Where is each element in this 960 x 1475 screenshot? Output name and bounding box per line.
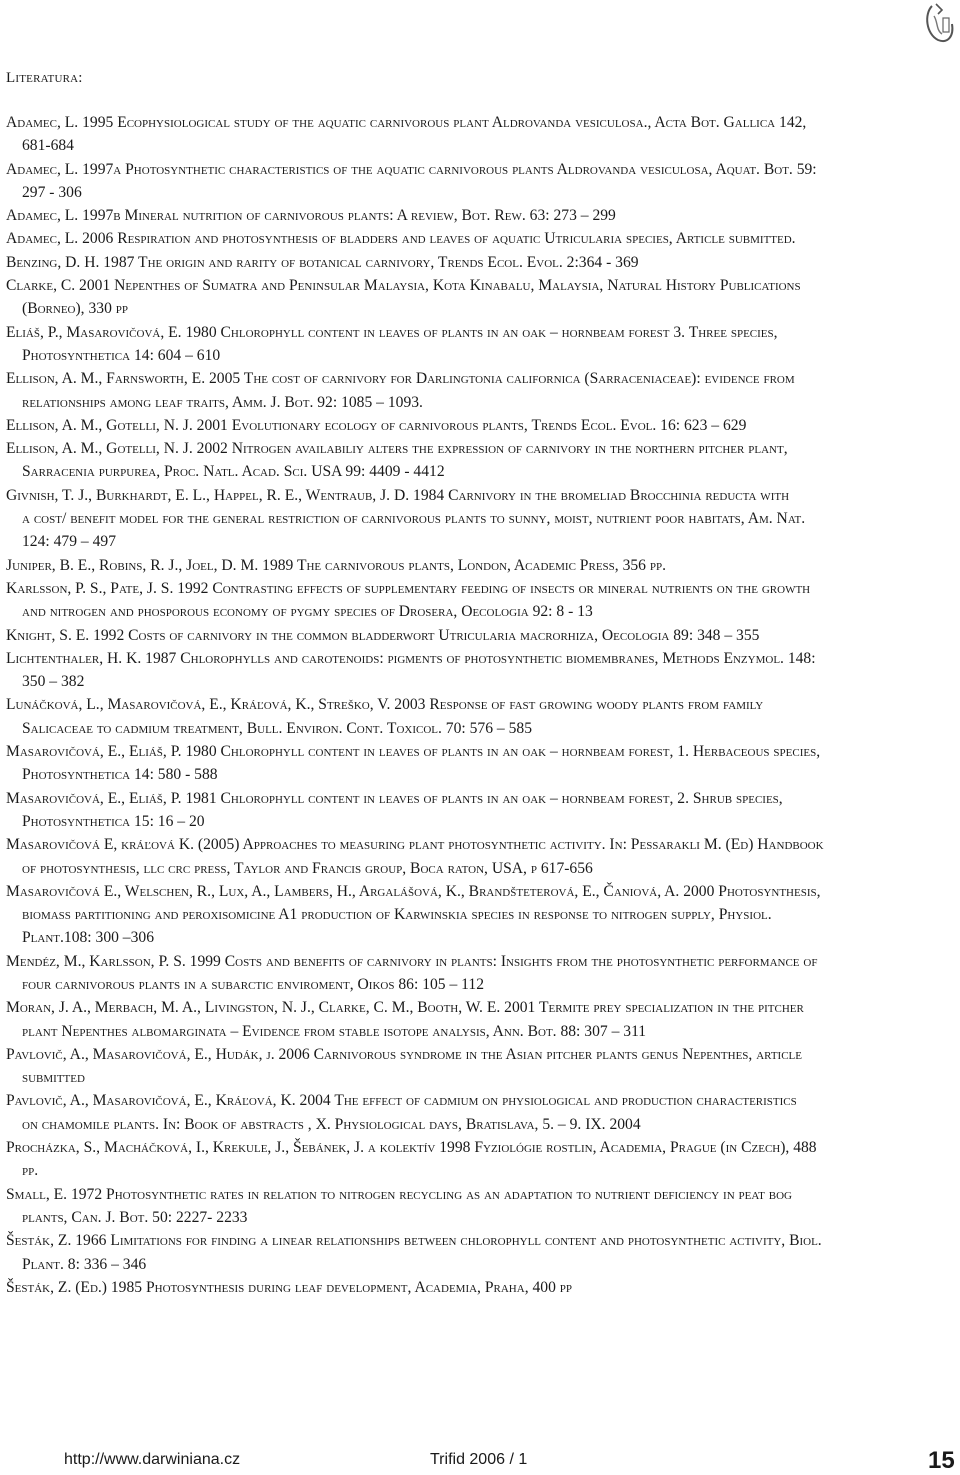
reference-continuation: Photosynthetica 15: 16 – 20: [22, 812, 205, 830]
reference-line: Lunáčková, L., Masarovičová, E., Kráľová, K., Streško, V. 2003 Response of fast growing woody plants from family: [6, 696, 764, 714]
reference-continuation: plants, Can. J. Bot. 50: 2227- 2233: [22, 1208, 248, 1226]
reference-continuation: submitted: [22, 1069, 85, 1087]
reference-line: Moran, J. A., Merbach, M. A., Livingston, N. J., Clarke, C. M., Booth, W. E. 2001 Termite prey specialization in the pitcher: [6, 999, 804, 1017]
reference-line: Adamec, L. 1997a Photosynthetic characteristics of the aquatic carnivorous plants Aldrovanda vesiculosa, Aquat. Bot. 59:: [6, 160, 817, 178]
reference-entry: [6, 693, 956, 740]
reference-line: Masarovičová E, kráľová K. (2005) Approaches to measuring plant photosynthetic activity. In: Pessarakli M. (Ed) Handbook: [6, 836, 824, 854]
reference-entry: [6, 251, 956, 274]
reference-line: Givnish, T. J., Burkhardt, E. L., Happel, R. E., Wentraub, J. D. 1984 Carnivory in the bromeliad Brocchinia reducta with: [6, 486, 790, 504]
reference-line: Ellison, A. M., Gotelli, N. J. 2002 Nitrogen availabiliy alters the expression of carnivory in the northern pitcher plant,: [6, 440, 788, 458]
reference-continuation: 124: 479 – 497: [22, 533, 116, 551]
reference-continuation: biomass partitioning and peroxisomicine A1 production of Karwinskia species in response to nitrogen supply, Physiol.: [22, 906, 772, 924]
reference-entry: [6, 1276, 956, 1299]
reference-entry: [6, 1136, 956, 1183]
reference-entry: [6, 880, 956, 950]
reference-line: Mendéz, M., Karlsson, P. S. 1999 Costs and benefits of carnivory in plants: Insights from the photosynthetic performance of: [6, 952, 818, 970]
reference-continuation: and nitrogen and phosporous economy of pygmy species of Drosera, Oecologia 92: 8 - 13: [22, 603, 593, 621]
reference-continuation: Plant. 8: 336 – 346: [22, 1255, 147, 1273]
reference-line: Ellison, A. M., Farnsworth, E. 2005 The cost of carnivory for Darlingtonia californica (Sarraceniaceae): evidence from: [6, 370, 795, 388]
reference-entry: [6, 111, 956, 158]
reference-continuation: (Borneo), 330 pp: [22, 300, 128, 318]
reference-entry: [6, 1183, 956, 1230]
reference-list: [6, 111, 956, 1299]
reference-line: Masarovičová, E., Eliáš, P. 1980 Chlorophyll content in leaves of plants in an oak – hornbeam forest, 1. Herbaceous species,: [6, 743, 821, 761]
reference-line: Masarovičová E., Welschen, R., Lux, A., Lambers, H., Argalášová, K., Brandšteterová, E., Čaniová, A. 2000 Photosynthesis,: [6, 882, 821, 900]
reference-continuation: relationships among leaf traits, Amm. J. Bot. 92: 1085 – 1093.: [22, 393, 423, 411]
reference-line: Karlsson, P. S., Pate, J. S. 1992 Contrasting effects of supplementary feeding of insects or mineral nutrients on the growth: [6, 579, 811, 597]
reference-line: Clarke, C. 2001 Nepenthes of Sumatra and Peninsular Malaysia, Kota Kinabalu, Malaysia, Natural History Publications: [6, 277, 801, 295]
page-footer: [0, 1447, 960, 1473]
reference-line: Pavlovič, A., Masarovičová, E., Hudák, j. 2006 Carnivorous syndrome in the Asian pitcher plants genus Nepenthes, article: [6, 1045, 802, 1063]
reference-line: Šesták, Z. 1966 Limitations for finding a linear relationships between chlorophyll content and photosynthetic activity, Biol.: [6, 1232, 822, 1250]
footer-issue: Trifid 2006 / 1: [430, 1451, 528, 1468]
reference-continuation: 350 – 382: [22, 673, 85, 691]
reference-continuation: Sarracenia purpurea, Proc. Natl. Acad. Sci. USA 99: 4409 - 4412: [22, 463, 445, 481]
reference-continuation: of photosynthesis, llc crc press, Taylor and Francis group, Boca raton, USA, p 617-656: [22, 859, 593, 877]
reference-continuation: 297 - 306: [22, 183, 82, 201]
reference-entry: [6, 367, 956, 414]
reference-line: Pavlovič, A., Masarovičová, E., Kráľová, K. 2004 The effect of cadmium on physiological and production characteristics: [6, 1092, 797, 1110]
reference-entry: [6, 274, 956, 321]
reference-entry: [6, 950, 956, 997]
reference-continuation: Salicaceae to cadmium treatment, Bull. Environ. Cont. Toxicol. 70: 576 – 585: [22, 719, 533, 737]
reference-continuation: four carnivorous plants in a subarctic enviroment, Oikos 86: 105 – 112: [22, 975, 484, 993]
page-heading: Literatura:: [6, 70, 83, 86]
reference-entry: [6, 787, 956, 834]
reference-entry: [6, 996, 956, 1043]
reference-entry: [6, 227, 956, 250]
reference-line: Eliáš, P., Masarovičová, E. 1980 Chlorophyll content in leaves of plants in an oak – hornbeam forest 3. Three species,: [6, 323, 778, 341]
reference-continuation: plant Nepenthes albomarginata – Evidence from stable isotope analysis, Ann. Bot. 88: 307 – 311: [22, 1022, 647, 1040]
reference-line: Adamec, L. 1997b Mineral nutrition of carnivorous plants: A review, Bot. Rew. 63: 273 – 299: [6, 207, 616, 225]
reference-line: Small, E. 1972 Photosynthetic rates in relation to nitrogen recycling as an adaptation to nutrient deficiency in peat bog: [6, 1185, 792, 1203]
reference-continuation: a cost/ benefit model for the general restriction of carnivorous plants to sunny, moist, nutrient poor habitats, Am. Nat.: [22, 510, 806, 528]
reference-line: Lichtenthaler, H. K. 1987 Chlorophylls and carotenoids: pigments of photosynthetic biomembranes, Methods Enzymol. 148:: [6, 649, 816, 667]
footer-url[interactable]: http://www.darwiniana.cz: [64, 1451, 241, 1468]
reference-entry: [6, 1043, 956, 1090]
reference-line: Knight, S. E. 1992 Costs of carnivory in the common bladderwort Utricularia macrorhiza, Oecologia 89: 348 – 355: [6, 626, 760, 644]
reference-line: Benzing, D. H. 1987 The origin and rarity of botanical carnivory, Trends Ecol. Evol. 2:364 - 369: [6, 253, 639, 271]
page-number: 15: [928, 1447, 955, 1474]
reference-continuation: Photosynthetica 14: 580 - 588: [22, 766, 218, 784]
reference-line: Juniper, B. E., Robins, R. J., Joel, D. M. 1989 The carnivorous plants, London, Academic Press, 356 pp.: [6, 556, 666, 574]
reference-entry: [6, 204, 956, 227]
reference-entry: [6, 740, 956, 787]
reference-entry: [6, 321, 956, 368]
reference-continuation: Photosynthetica 14: 604 – 610: [22, 346, 221, 364]
reference-line: Šesták, Z. (Ed.) 1985 Photosynthesis during leaf development, Academia, Praha, 400 pp: [6, 1278, 573, 1296]
reference-entry: [6, 1089, 956, 1136]
reference-line: Adamec, L. 2006 Respiration and photosynthesis of bladders and leaves of aquatic Utricularia species, Article submitted.: [6, 230, 796, 248]
reference-entry: [6, 158, 956, 205]
reference-entry: [6, 833, 956, 880]
reference-continuation: pp.: [22, 1162, 39, 1180]
reference-entry: [6, 554, 956, 577]
reference-entry: [6, 647, 956, 694]
reference-line: Procházka, S., Macháčková, I., Krekule, J., Šebánek, J. a kolektív 1998 Fyziológie rostlin, Academia, Prague (in Czech), 488: [6, 1139, 817, 1157]
reference-entry: [6, 414, 956, 437]
reference-line: Adamec, L. 1995 Ecophysiological study of the aquatic carnivorous plant Aldrovanda vesiculosa., Acta Bot. Gallica 142,: [6, 114, 807, 131]
reference-entry: [6, 484, 956, 554]
reference-continuation: on chamomile plants. In: Book of abstracts , X. Physiological days, Bratislava, 5. – 9. IX. 2004: [22, 1115, 641, 1133]
reference-entry: [6, 624, 956, 647]
reference-line: Masarovičová, E., Eliáš, P. 1981 Chlorophyll content in leaves of plants in an oak – hornbeam forest, 2. Shrub species,: [6, 789, 783, 807]
reference-line: Ellison, A. M., Gotelli, N. J. 2001 Evolutionary ecology of carnivorous plants, Trends Ecol. Evol. 16: 623 – 629: [6, 416, 747, 434]
reference-entry: [6, 1229, 956, 1276]
reference-entry: [6, 577, 956, 624]
darwiniana-logo-icon: [918, 0, 958, 46]
reference-entry: [6, 437, 956, 484]
reference-continuation: Plant.108: 300 –306: [22, 929, 154, 947]
reference-continuation: 681-684: [22, 137, 74, 155]
